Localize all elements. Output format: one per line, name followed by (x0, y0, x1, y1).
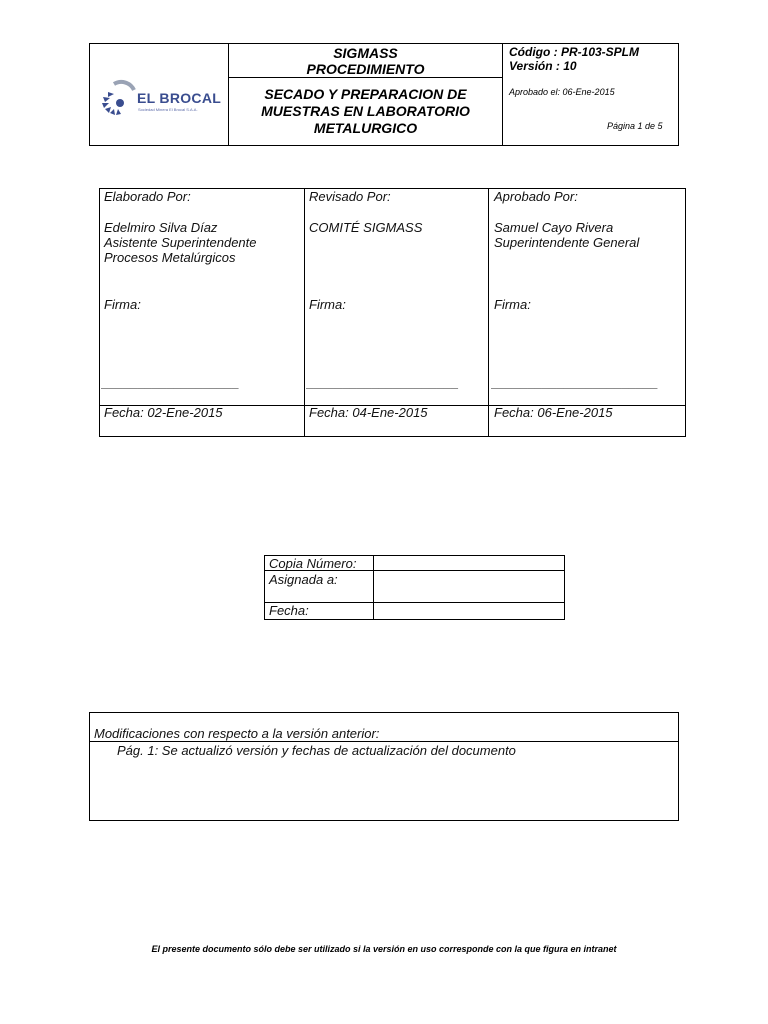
company-logo-subtitle: Sociedad Minera El Brocal S.A.A. (138, 107, 198, 112)
revisado-date: Fecha: 04-Ene-2015 (309, 405, 428, 420)
aprobado-name: Samuel Cayo Rivera (494, 220, 614, 235)
aprobado-role: Aprobado Por: (494, 189, 578, 204)
procedure-title-line: MUESTRAS EN LABORATORIO (261, 103, 470, 119)
assigned-to-label: Asignada a: (269, 572, 338, 587)
copy-date-label: Fecha: (269, 603, 309, 618)
company-logo-name: EL BROCAL (137, 90, 222, 106)
procedure-title-line: SECADO Y PREPARACION DE (264, 86, 467, 102)
document-info-cell (503, 44, 678, 145)
elaborado-position: Asistente Superintendente (104, 235, 257, 250)
elaborado-firma-label: Firma: (104, 297, 141, 312)
title-cell (229, 44, 503, 145)
revisado-name: COMITÉ SIGMASS (309, 220, 423, 235)
document-type: PROCEDIMIENTO (306, 60, 425, 77)
elaborado-date: Fecha: 02-Ene-2015 (104, 405, 223, 420)
copy-assignment-table (264, 555, 565, 620)
document-code: Código : PR-103-SPLM (509, 45, 640, 59)
signature-table (99, 188, 686, 437)
page-number: Página 1 de 5 (607, 121, 663, 131)
copy-number-label: Copia Número: (269, 556, 357, 571)
logo-cell (90, 44, 229, 145)
aprobado-position: Superintendente General (494, 235, 640, 250)
column-divider (304, 189, 305, 436)
company-logo-icon (98, 76, 138, 118)
procedure-title-line: METALURGICO (313, 120, 418, 136)
document-header (89, 43, 679, 146)
system-name: SIGMASS (333, 44, 398, 61)
aprobado-date: Fecha: 06-Ene-2015 (494, 405, 613, 420)
elaborado-role: Elaborado Por: (104, 189, 191, 204)
column-divider (373, 556, 374, 619)
elaborado-signature-line: ___________________ (102, 375, 240, 390)
column-divider (488, 189, 489, 436)
aprobado-signature-line: _______________________ (492, 375, 659, 390)
modifications-box (89, 712, 679, 821)
elaborado-department: Procesos Metalúrgicos (104, 250, 236, 265)
footer-note: El presente documento sólo debe ser utilizado si la versión en uso corresponde con la que figura en intranet (151, 944, 617, 954)
revisado-role: Revisado Por: (309, 189, 391, 204)
revisado-signature-line: _____________________ (307, 375, 459, 390)
modification-item: Pág. 1: Se actualizó versión y fechas de actualización del documento (117, 743, 516, 758)
aprobado-firma-label: Firma: (494, 297, 531, 312)
procedure-title (229, 78, 502, 145)
row-divider (90, 741, 678, 742)
row-divider (265, 602, 564, 603)
elaborado-name: Edelmiro Silva Díaz (104, 220, 218, 235)
revisado-firma-label: Firma: (309, 297, 346, 312)
approval-date: Aprobado el: 06-Ene-2015 (509, 87, 615, 97)
document-version: Versión : 10 (509, 59, 577, 73)
modifications-heading: Modificaciones con respecto a la versión anterior: (94, 726, 380, 741)
system-title (229, 44, 502, 78)
